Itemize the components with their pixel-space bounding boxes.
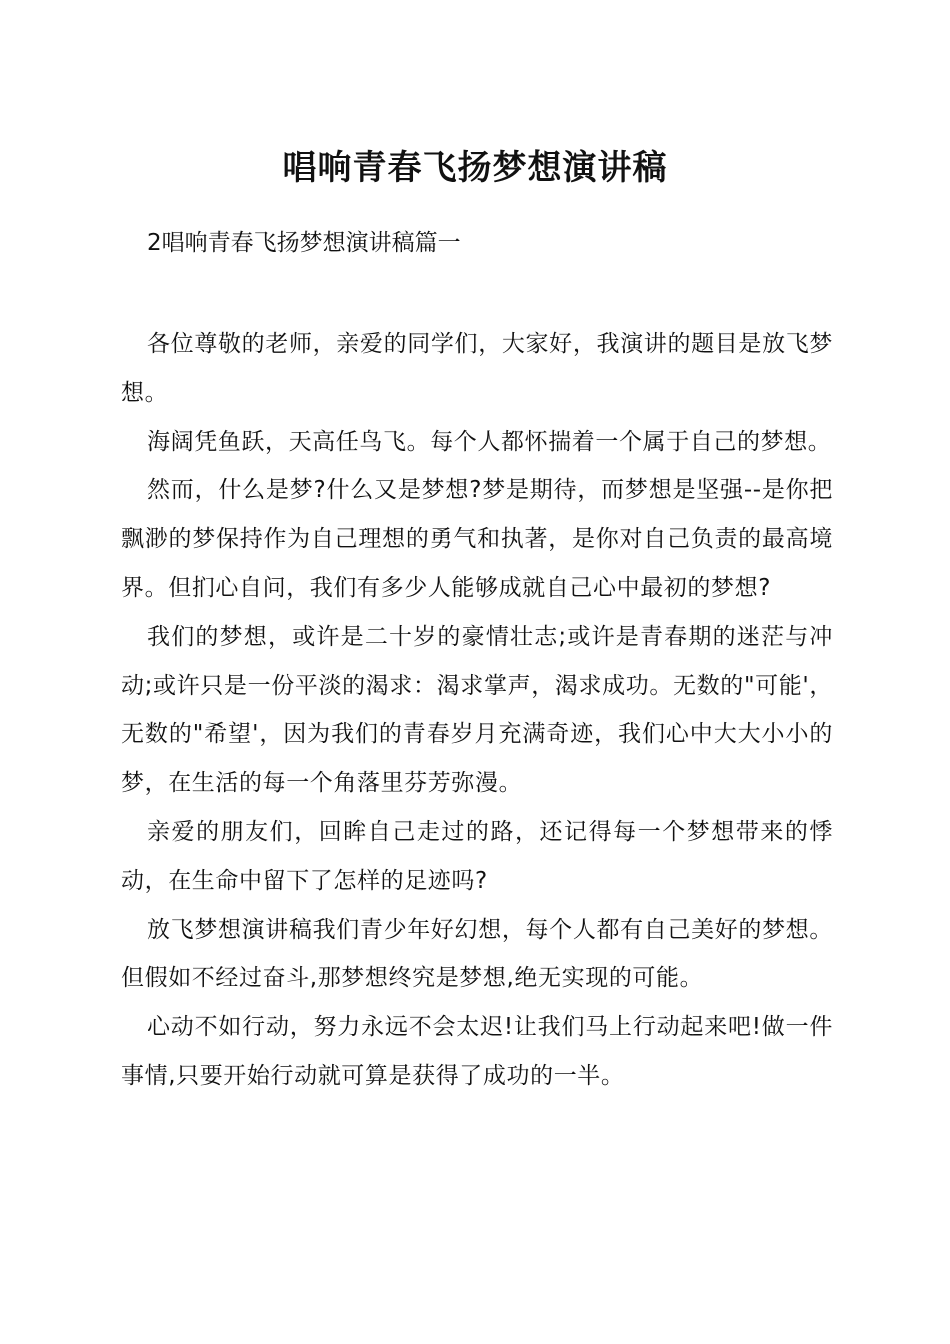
document-body xyxy=(121,320,833,1101)
paragraph: 海阔凭鱼跃，天高任鸟飞。每个人都怀揣着一个属于自己的梦想。 xyxy=(147,428,832,455)
paragraph: 放飞梦想演讲稿我们青少年好幻想，每个人都有自己美好的梦想。但假如不经过奋斗,那梦想终究是梦想,绝无实现的可能。 xyxy=(121,916,833,992)
document-subtitle: 2唱响青春飞扬梦想演讲稿篇一 xyxy=(147,230,461,256)
paragraph: 然而，什么是梦?什么又是梦想?梦是期待，而梦想是坚强--是你把飘渺的梦保持作为自己理想的勇气和执著，是你对自己负责的最高境界。但扪心自问，我们有多少人能够成就自己心中最初的梦想? xyxy=(121,477,833,601)
document-title: 唱响青春飞扬梦想演讲稿 xyxy=(282,148,668,188)
paragraph: 我们的梦想，或许是二十岁的豪情壮志;或许是青春期的迷茫与冲动;或许只是一份平淡的渴求：渴求掌声，渴求成功。无数的"可能'，无数的"希望'，因为我们的青春岁月充满奇迹，我们心中大大小小的梦，在生活的每一个角落里芬芳弥漫。 xyxy=(121,623,833,797)
paragraph: 心动不如行动，努力永远不会太迟!让我们马上行动起来吧!做一件事情,只要开始行动就可算是获得了成功的一半。 xyxy=(121,1014,833,1089)
paragraph: 各位尊敬的老师，亲爱的同学们，大家好，我演讲的题目是放飞梦想。 xyxy=(121,331,833,406)
paragraph: 亲爱的朋友们，回眸自己走过的路，还记得每一个梦想带来的悸动，在生命中留下了怎样的足迹吗? xyxy=(121,818,833,894)
